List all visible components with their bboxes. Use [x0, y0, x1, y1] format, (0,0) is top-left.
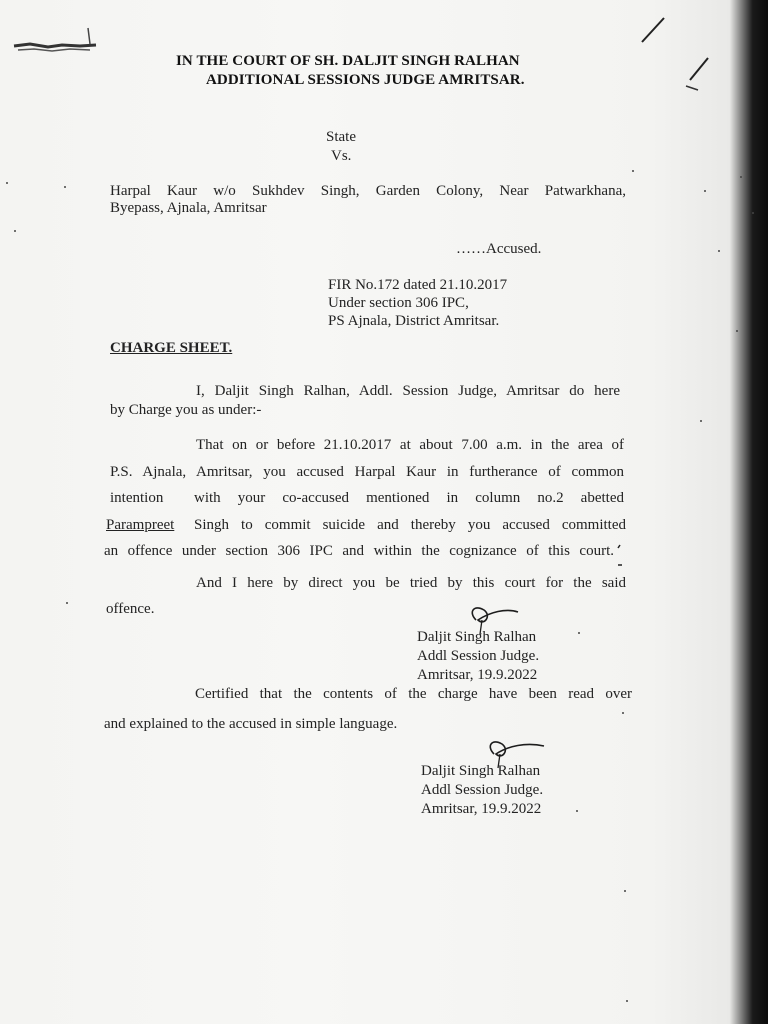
charge-para2-line4: Singh to commit suicide and thereby you accused committed	[194, 517, 626, 533]
state-label: State	[326, 129, 356, 145]
certification-line2: and explained to the accused in simple language.	[104, 716, 398, 732]
signature1-designation: Addl Session Judge.	[417, 648, 540, 664]
charge-para2-line3b: with your co-accused mentioned in column no.2 abetted	[194, 490, 624, 506]
corner-scribble	[14, 44, 96, 47]
charge-para3-line1: And I here by direct you be tried by this court for the said	[196, 575, 626, 591]
charge-para1-line1: I, Daljit Singh Ralhan, Addl. Session Judge, Amritsar do here	[196, 383, 620, 399]
pen-tick-1	[642, 18, 664, 42]
speck	[718, 250, 720, 252]
charge-para2-line3a: intention	[110, 490, 164, 506]
signature1-name: Daljit Singh Ralhan	[417, 629, 537, 645]
speck	[578, 632, 580, 634]
speck	[66, 602, 68, 604]
accused-address-line2: Byepass, Ajnala, Amritsar	[110, 200, 267, 216]
speck	[740, 176, 742, 178]
charge-para1-line2: by Charge you as under:-	[110, 402, 262, 418]
speck	[64, 186, 66, 188]
speck	[704, 190, 706, 192]
speck	[632, 170, 634, 172]
charge-sheet-title: CHARGE SHEET.	[110, 340, 233, 356]
victim-name: Parampreet	[106, 517, 175, 533]
versus-label: Vs.	[331, 148, 352, 164]
charge-para2-line5: an offence under section 306 IPC and within the cognizance of this court.	[104, 543, 614, 559]
court-heading-line1: IN THE COURT OF SH. DALJIT SINGH RALHAN	[176, 53, 520, 69]
accused-label: ……Accused.	[456, 241, 542, 257]
charge-para3-line2: offence.	[106, 601, 155, 617]
charge-para2-line2: P.S. Ajnala, Amritsar, you accused Harpal Kaur in furtherance of common	[110, 464, 624, 480]
pen-tick-2	[690, 58, 708, 80]
speck	[6, 182, 8, 184]
ipc-section: Under section 306 IPC,	[328, 295, 469, 311]
signature2-name: Daljit Singh Ralhan	[421, 763, 541, 779]
charge-para2-line1: That on or before 21.10.2017 at about 7.00 a.m. in the area of	[196, 437, 624, 453]
signature1-place-date: Amritsar, 19.9.2022	[417, 667, 538, 683]
speck	[736, 330, 738, 332]
signature2-designation: Addl Session Judge.	[421, 782, 544, 798]
accused-address-line1: Harpal Kaur w/o Sukhdev Singh, Garden Colony, Near Patwarkhana,	[110, 183, 626, 199]
speck	[622, 712, 624, 714]
speck	[576, 810, 578, 812]
police-station: PS Ajnala, District Amritsar.	[328, 313, 500, 329]
speck	[626, 1000, 628, 1002]
speck	[752, 212, 754, 214]
speck	[700, 420, 702, 422]
signature2-place-date: Amritsar, 19.9.2022	[421, 801, 542, 817]
certification-line1: Certified that the contents of the charge have been read over	[195, 686, 632, 702]
speck	[14, 230, 16, 232]
speck	[624, 890, 626, 892]
court-heading-line2: ADDITIONAL SESSIONS JUDGE AMRITSAR.	[206, 72, 525, 88]
fir-number: FIR No.172 dated 21.10.2017	[328, 277, 508, 293]
